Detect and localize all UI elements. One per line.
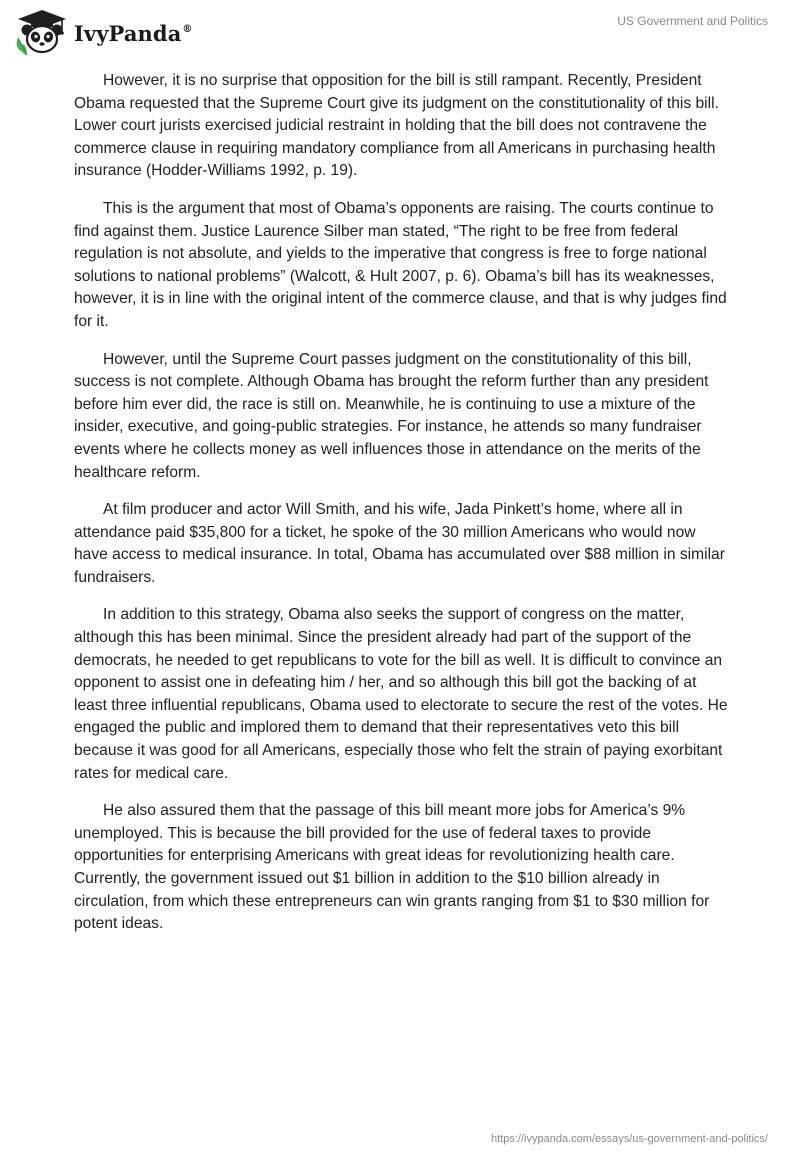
panda-graduate-icon (14, 8, 70, 56)
registered-mark: ® (182, 23, 193, 35)
brand-name: IvyPanda® (74, 20, 193, 46)
paragraph: However, until the Supreme Court passes judgment on the constitutionality of this bill, success is not complete. Although Obama has brought the reform further than any president before him ever did, the race is still on. Meanwhile, he is continuing to use a mixture of the insider, executive, and going-public strategies. For instance, he attends so many fundraiser events where he collects money as well influences those in attendance on the merits of the healthcare reform. (74, 350, 709, 481)
paragraph: At film producer and actor Will Smith, and his wife, Jada Pinkett’s home, where all in attendance paid $35,800 for a ticket, he spoke of the 30 million Americans who would now have access to medical insurance. In total, Obama has accumulated over $88 million in similar fundraisers. (74, 501, 725, 586)
document-category: US Government and Politics (617, 14, 768, 28)
paragraph: However, it is no surprise that opposition for the bill is still rampant. Recently, President Obama requested that the Supreme Court give its judgment on the constitutionality of this bill. Lower court jurists exercised judicial restraint in holding that the bill does not contravene the commerce clause in requiring mandatory compliance from all Americans in purchasing health insurance (Hodder-Williams 1992, p. 19). (74, 72, 719, 180)
paragraph: In addition to this strategy, Obama also seeks the support of congress on the matter, although this has been minimal. Since the president already had part of the support of the democrats, he needed to get republicans to vote for the bill as well. It is difficult to convince an opponent to assist one in defeating him / her, and so although this bill got the backing of at least three influential republicans, Obama used to electorate to secure the rest of the votes. He engaged the public and implored them to demand that their representatives veto this bill because it was good for all Americans, especially those who felt the strain of paying exorbitant rates for medical care. (74, 606, 728, 782)
paragraph: He also assured them that the passage of this bill meant more jobs for America’s 9% unemployed. This is because the bill provided for the use of federal taxes to provide opportunities for enterprising Americans with great ideas for revolutionizing health care. Currently, the government issued out $1 billion in addition to the $10 billion already in circulation, from which these entrepreneurs can win grants ranging from $1 to $30 million for potent ideas. (74, 802, 710, 933)
paragraph: This is the argument that most of Obama’s opponents are raising. The courts continue to find against them. Justice Laurence Silber man stated, “The right to be free from federal regulation is not absolute, and yields to the imperative that congress is free to forge national solutions to national problems” (Walcott, & Hult 2007, p. 6). Obama’s bill has its weaknesses, however, it is in line with the original intent of the commerce clause, and that is why judges find for it. (74, 199, 727, 330)
page-header (0, 0, 800, 64)
essay-body (74, 70, 728, 951)
source-url-link[interactable]: https://ivypanda.com/essays/us-government-and-politics/ (491, 1133, 768, 1145)
ivypanda-logo[interactable] (14, 8, 193, 56)
